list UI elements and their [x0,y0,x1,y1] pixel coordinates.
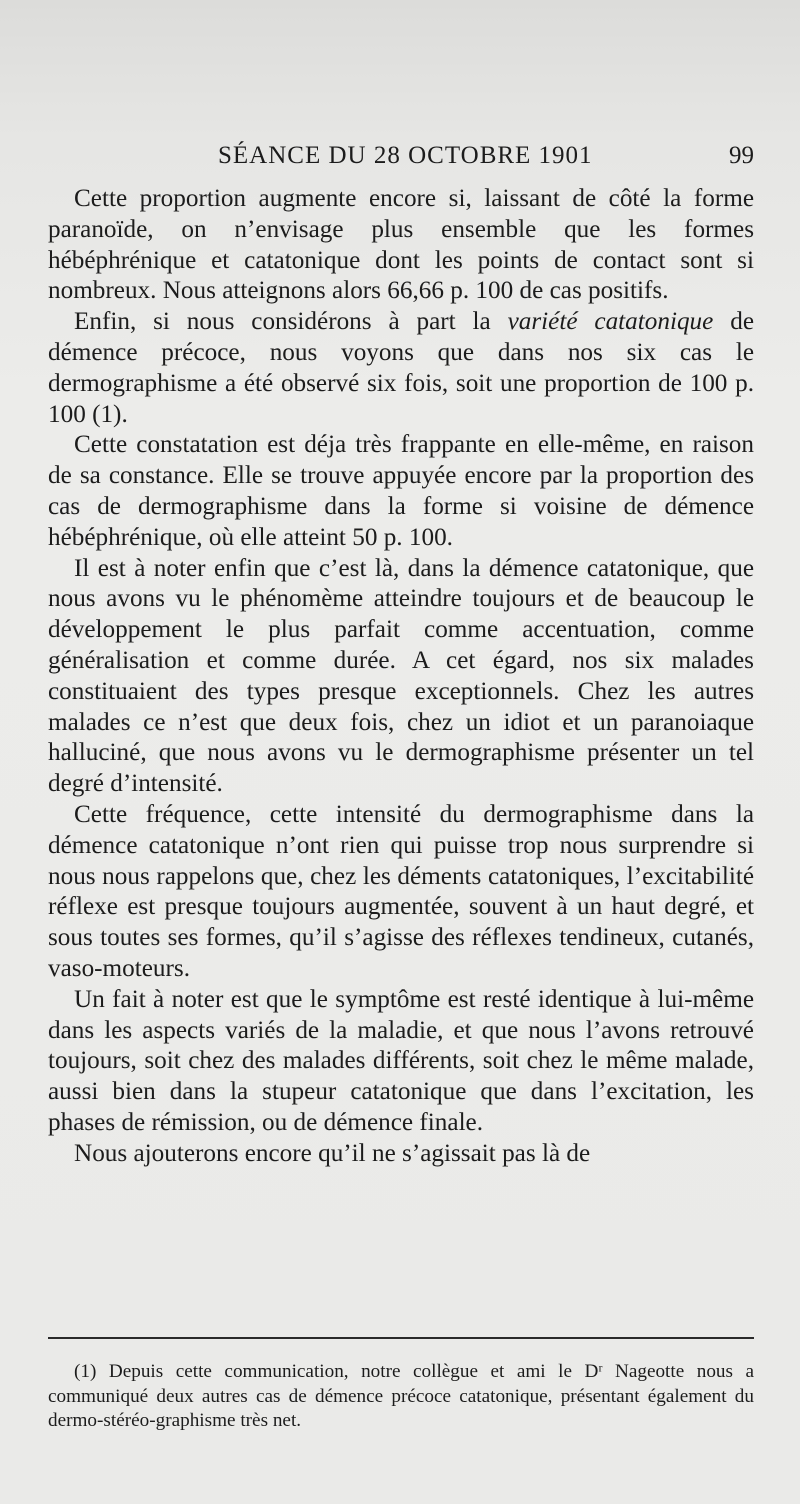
paragraph-2 [48,307,754,430]
paragraph-2-start: Enfin, si nous considérons à part la [74,308,508,336]
paragraph-5: Cette fréquence, cette intensité du dermographisme dans la démence catatonique n’ont rien qui puisse trop nous surprendre si nous nous rappelons que, chez les déments catatoniques, l’excitabilité réflexe est presque toujours augmentée, souvent à un haut degré, et sous toutes ses formes, qu’il s’agisse des réflexes tendineux, cutanés, vaso-moteurs. [48,800,754,982]
page-number: 99 [729,142,754,169]
paragraph-3: Cette constatation est déja très frappante en elle-même, en raison de sa constance. Elle se trouve appuyée encore par la proportion des cas de dermographisme dans la forme si voisine de démence hébéphrénique, où elle atteint 50 p. 100. [48,431,754,551]
paragraph-6: Un fait à noter est que le symptôme est resté identique à lui-même dans les aspects variés de la maladie, et que nous l’avons retrouvé toujours, soit chez des malades différents, soit chez le même malade, aussi bien dans la stupeur catatonique que dans l’excitation, les phases de rémission, ou de démence finale. [48,985,754,1136]
paragraph-2-italic: variété catatonique [507,308,714,336]
paragraph-1: Cette proportion augmente encore si, laissant de côté la forme paranoïde, on n’envisage plus ensemble que les formes hébéphrénique et catatonique dont les points de contact sont si nombreux. Nous atteignons alors 66,66 p. 100 de cas positifs. [48,185,754,305]
footnote-divider [48,1337,754,1339]
footnote-text: (1) Depuis cette communication, notre collègue et ami le Dʳ Nageotte nous a communiqué deux autres cas de démence précoce catatonique, présentant également du dermo-stéréo-graphisme très net. [48,1361,754,1431]
paragraph-2-end: de démence précoce, nous voyons que dans nos six cas le dermographisme a été observé six fois, soit une proportion de 100 p. 100 (1). [48,308,754,428]
footnote [48,1360,754,1434]
running-title: SÉANCE DU 28 OCTOBRE 1901 [218,142,593,169]
paragraph-7: Nous ajouterons encore qu’il ne s’agissait pas là de [74,1139,591,1167]
running-header [48,140,754,176]
paragraph-4: Il est à noter enfin que c’est là, dans la démence catatonique, que nous avons vu le phénomème atteindre toujours et de beaucoup le développement le plus parfait comme accentuation, comme généralisation et comme durée. A cet égard, nos six malades constituaient des types presque exceptionnels. Chez les autres malades ce n’est que deux fois, chez un idiot et un paranoiaque halluciné, que nous avons vu le dermographisme présenter un tel degré d’intensité. [48,554,754,798]
body-text [48,184,754,1170]
